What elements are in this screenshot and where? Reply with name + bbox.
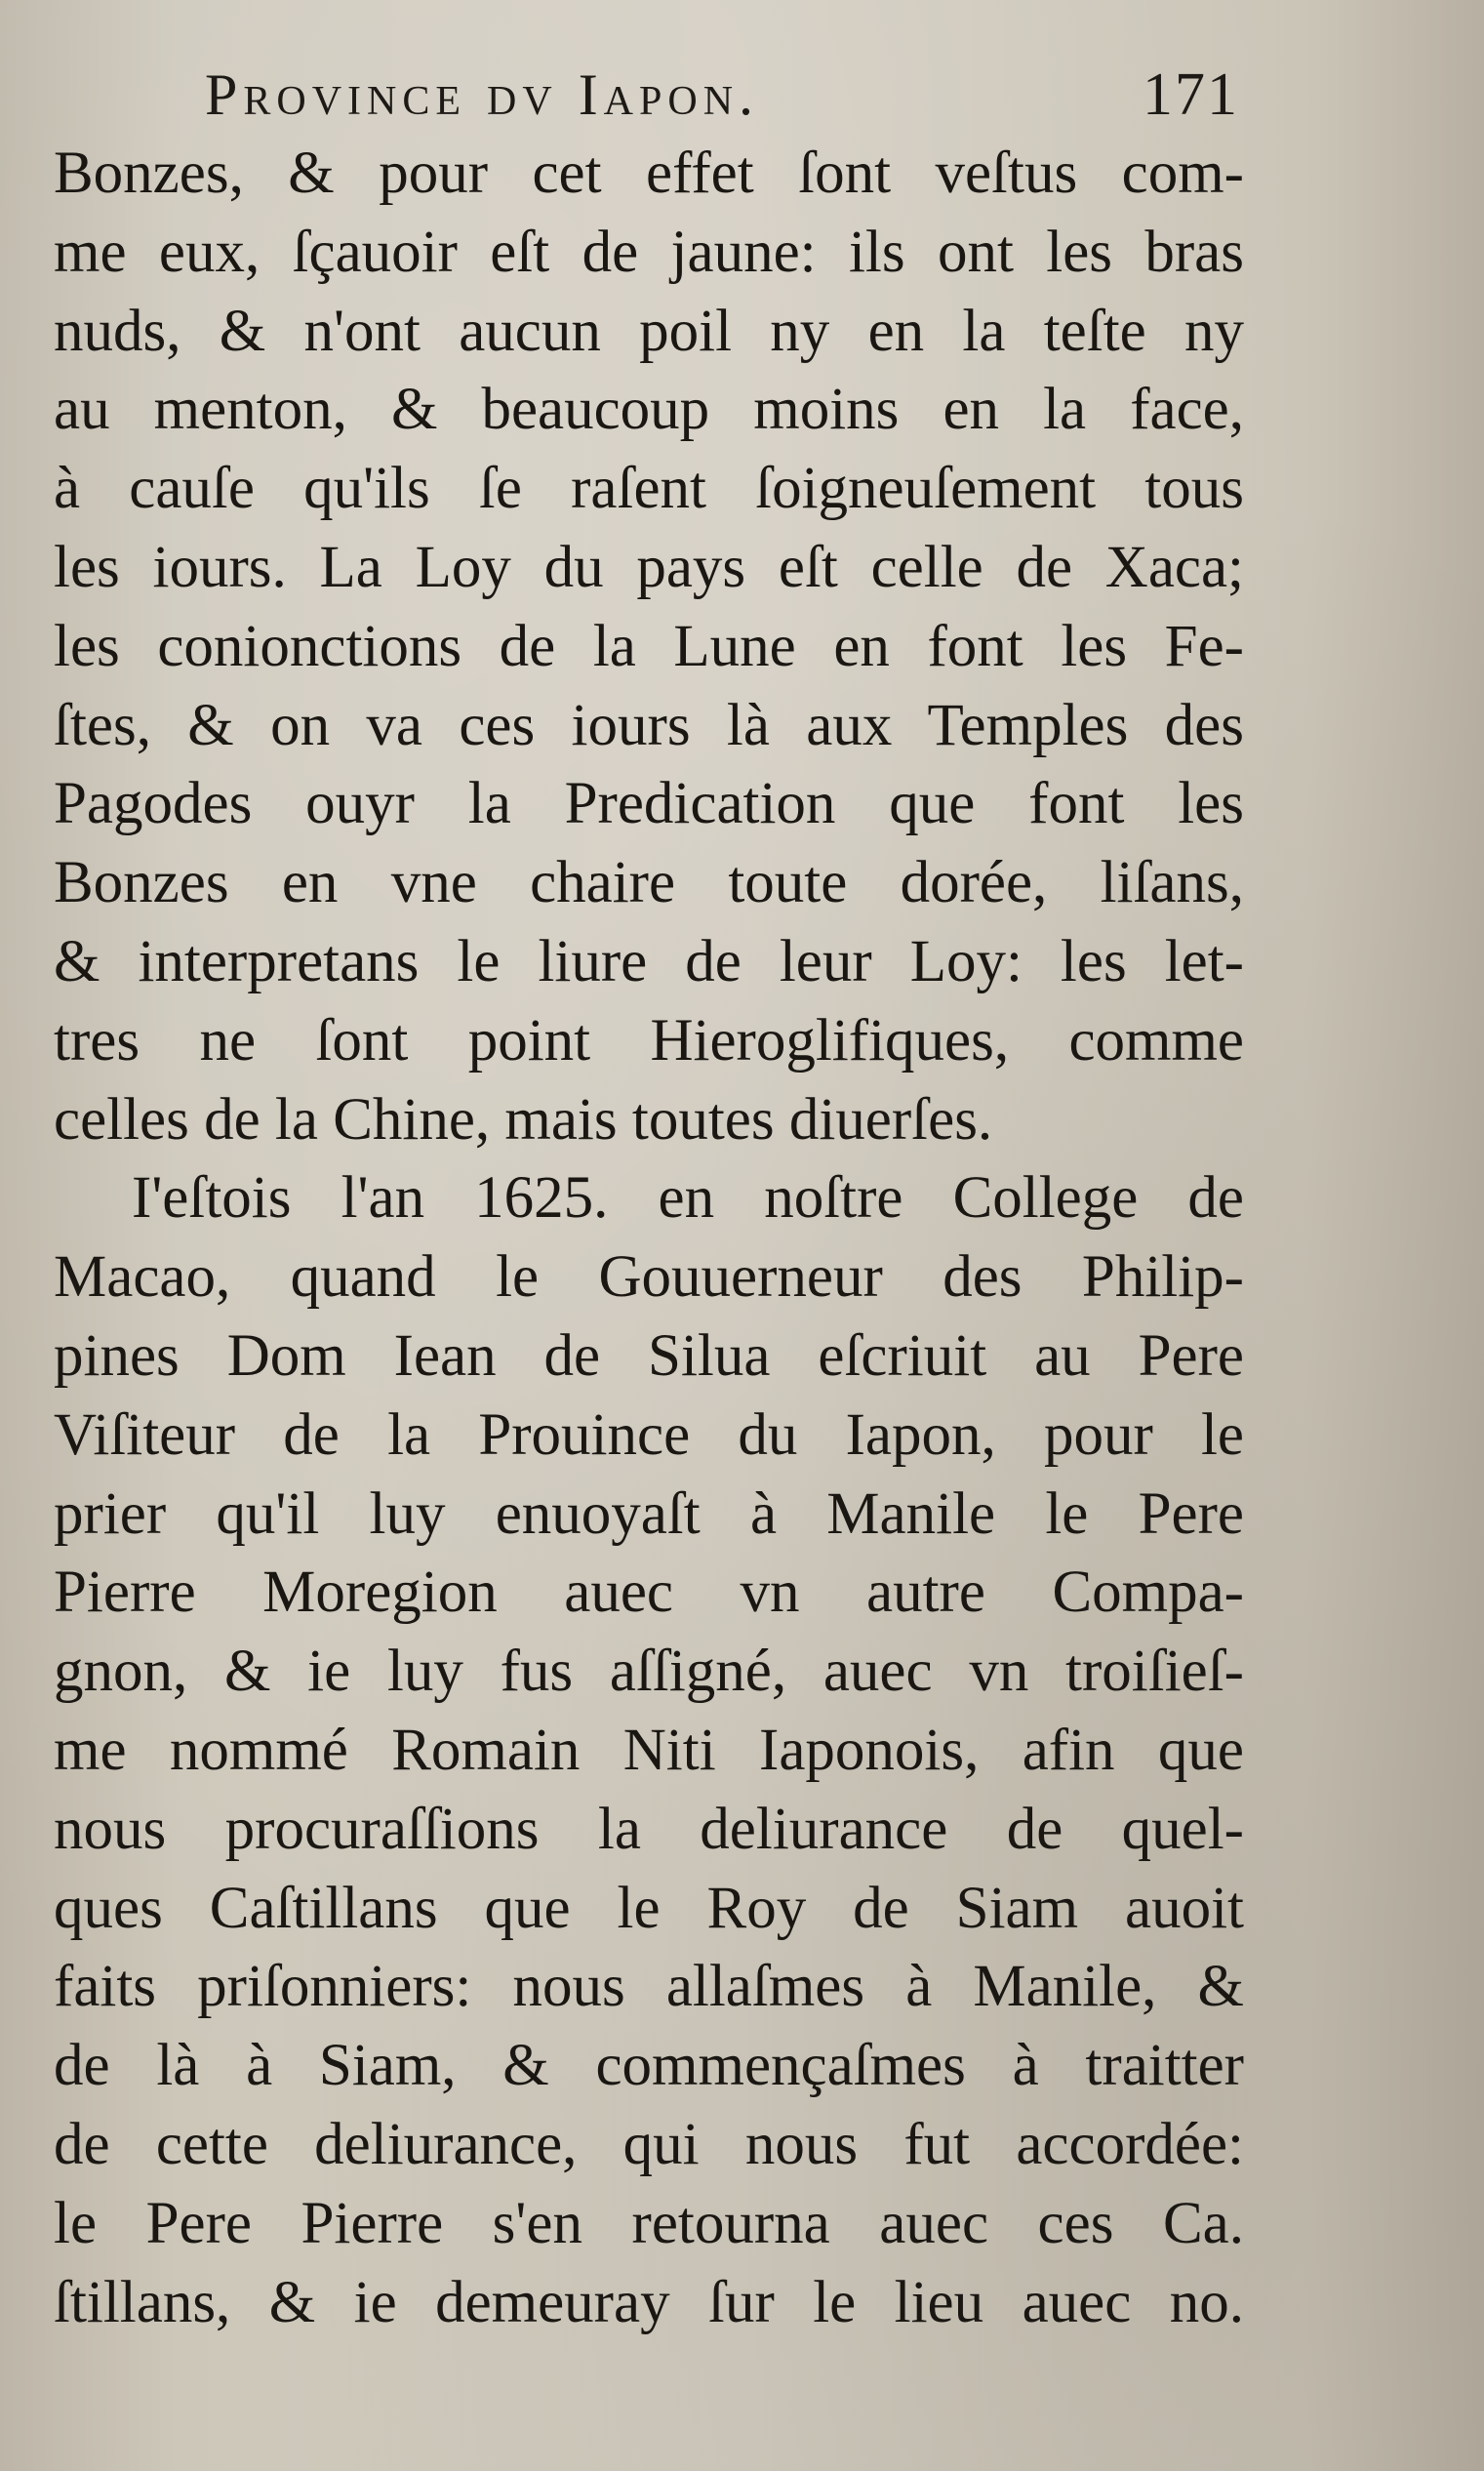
text-line: prier qu'il luy enuoyaſt à Manile le Pere [54,1480,1244,1547]
text-line: de là à Siam, & commençaſmes à traitter [54,2033,1244,2099]
text-line: pines Dom Iean de Silua eſcriuit au Pere [54,1322,1244,1389]
text-line: les conionctions de la Lune en font les Fe- [54,613,1244,679]
text-line: Macao, quand le Gouuerneur des Philip- [54,1244,1244,1311]
body-text [54,135,1244,2342]
text-line: au menton, & beaucoup moins en la face, [54,377,1244,443]
text-line: le Pere Pierre s'en retourna auec ces Ca. [54,2190,1244,2256]
text-line: me eux, ſçauoir eſt de jaune: ils ont les bras [54,219,1244,285]
text-line: nous procuraſſions la deliurance de quel- [54,1796,1244,1862]
text-line: ſtillans, & ie demeuray ſur le lieu auec no. [54,2269,1244,2335]
text-line: les iours. La Loy du pays eſt celle de Xaca; [54,534,1244,600]
text-line: & interpretans le liure de leur Loy: les let- [54,928,1244,994]
text-line: I'eſtois l'an 1625. en noſtre College de [132,1165,1244,1232]
text-line: nuds, & n'ont aucun poil ny en la teſte ny [54,298,1244,364]
text-line: celles de la Chine, mais toutes diuerſes. [54,1086,993,1153]
text-line: Pierre Moregion auec vn autre Compa- [54,1560,1244,1626]
text-line: ques Caſtillans que le Roy de Siam auoit [54,1875,1244,1941]
text-line: Pagodes ouyr la Predication que font les [54,771,1244,837]
running-head: Province dv Iapon. [205,62,760,127]
text-line: tres ne ſont point Hieroglifiques, comme [54,1007,1244,1073]
text-line: me nommé Romain Niti Iaponois, afin que [54,1717,1244,1783]
text-line: Viſiteur de la Prouince du Iapon, pour le [54,1401,1244,1468]
text-line: Bonzes en vne chaire toute dorée, liſans, [54,850,1244,916]
text-line: Bonzes, & pour cet effet ſont veſtus com- [54,141,1244,206]
page-number: 171 [1143,61,1239,128]
text-line: à cauſe qu'ils ſe raſent ſoigneuſement tous [54,456,1244,522]
text-line: de cette deliurance, qui nous fut accordée: [54,2111,1244,2177]
text-line: gnon, & ie luy fus aſſigné, auec vn troiſieſ- [54,1639,1244,1705]
text-line: faits priſonniers: nous allaſmes à Manile, & [54,1954,1244,2020]
text-line: ſtes, & on va ces iours là aux Temples des [54,692,1244,758]
